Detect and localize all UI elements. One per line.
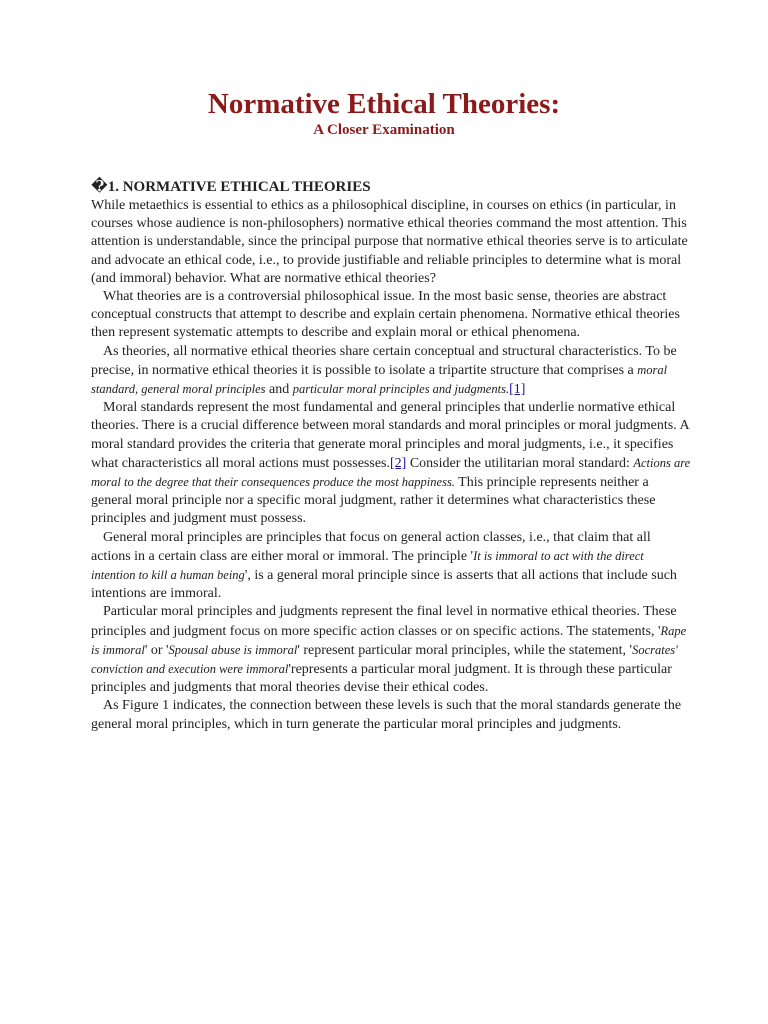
emphasis-particular-principles: particular moral principles and judgments.: [292, 382, 510, 397]
emphasis-moral-standard: moral standard, general moral principles: [91, 362, 668, 397]
paragraph-3: [91, 343, 691, 400]
paragraph-4: [91, 399, 691, 528]
section-heading: �1. NORMATIVE ETHICAL THEORIES: [91, 179, 371, 195]
paragraph-6-text-a: Particular moral principles and judgments represent the final level in normative ethical theories. These principles and judgment focus on more specific action classes or on specific actions. The statements, ': [91, 604, 677, 639]
paragraph-5-text-a: General moral principles are principles that focus on general action classes, i.e., that claim that all actions in a certain class are either moral or immoral. The principle ': [91, 529, 651, 564]
paragraph-4-text-b: Consider the utilitarian moral standard:: [406, 455, 634, 471]
paragraph-4-text-a: Moral standards represent the most fundamental and general principles that underlie normative ethical theories. There is a crucial difference between moral standards and moral principles or moral judgments. A moral standard provides the criteria that generate moral principles and moral judgments, i.e., it specifies what characteristics all moral actions must possesses.: [91, 400, 689, 471]
paragraph-5: [91, 529, 691, 604]
footnote-link-1[interactable]: [1]: [509, 382, 526, 398]
paragraph-6-text-g: 'represents a particular moral judgment. It is through these particular principles and judgments that moral theories devise their ethical codes.: [91, 662, 672, 696]
emphasis-utilitarian-standard: Actions are moral to the degree that their consequences produce the most happiness.: [91, 455, 691, 490]
footnote-link-2[interactable]: [2]: [389, 455, 407, 471]
page-subtitle: A Closer Examination: [313, 122, 455, 138]
paragraph-6-text-c: ' or ': [144, 642, 169, 658]
paragraph-3-text-a: As theories, all normative ethical theories share certain conceptual and structural characteristics. To be precise, in normative ethical theories it is possible to isolate a tripartite structure that comprises a: [91, 343, 677, 378]
paragraph-4-text-d: This principle represents neither a general moral principle nor a specific moral judgment, rather it determines what characteristics these principles and judgment must possess.: [91, 475, 656, 527]
emphasis-spousal-abuse: Spousal abuse is immoral: [168, 642, 298, 657]
paragraph-1: While metaethics is essential to ethics as a philosophical discipline, in courses on ethics (in particular, in courses whose audience is non-philosophers) normative ethical theories command the most attention. This attention is understandable, since the principal purpose that normative ethical theories serve is to articulate and advocate an ethical code, i.e., to provide justifiable and reliable principles to determine what is moral (and immoral) behavior. What are normative ethical theories?: [91, 198, 688, 286]
paragraph-6-text-e: ' represent particular moral principles, while the statement, ': [297, 642, 633, 658]
emphasis-general-principle: It is immoral to act with the direct intention to kill a human being: [91, 548, 644, 583]
paragraph-6: [91, 603, 691, 697]
emphasis-socrates: Socrates' conviction and execution were immoral: [91, 642, 678, 677]
paragraph-7: As Figure 1 indicates, the connection between these levels is such that the moral standards generate the general moral principles, which in turn generate the particular moral principles and judgments.: [91, 698, 682, 732]
paragraph-3-text-c: and: [265, 382, 293, 398]
paragraph-5-text-c: ', is a general moral principle since is asserts that all actions that include such intentions are immoral.: [91, 568, 677, 602]
document-body: [91, 178, 691, 734]
emphasis-rape-immoral: Rape is immoral: [91, 623, 687, 657]
page-title: Normative Ethical Theories:: [207, 88, 561, 120]
paragraph-2: What theories are is a controversial philosophical issue. In the most basic sense, theories are abstract conceptual constructs that attempt to describe and explain certain phenomena. Normative ethical theories then represent systematic attempts to describe and explain moral or ethical phenomena.: [91, 289, 680, 341]
